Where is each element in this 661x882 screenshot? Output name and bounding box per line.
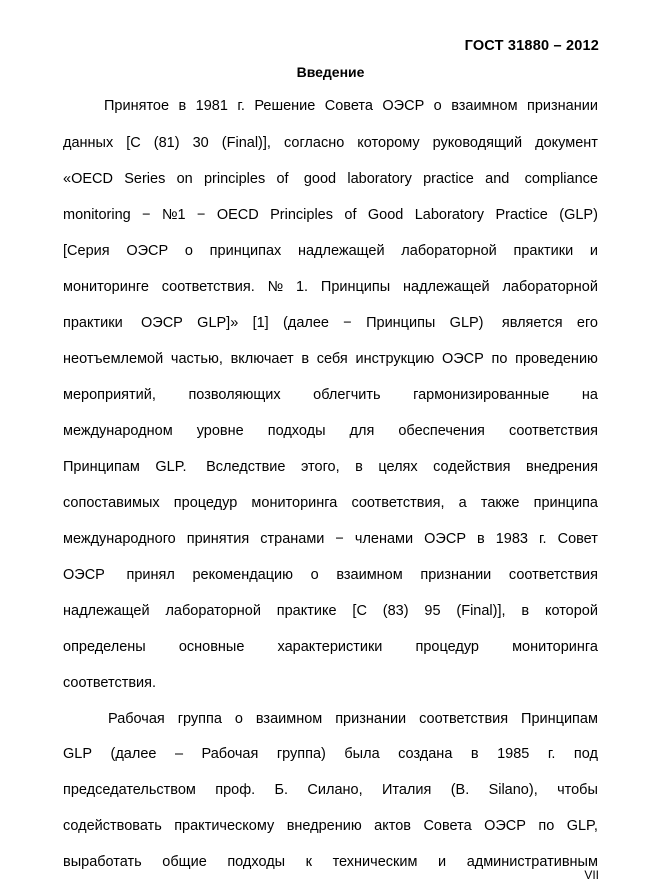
word: г. [547, 746, 556, 762]
word: of [344, 207, 357, 223]
word: 95 [424, 603, 441, 619]
word: соответствия, [351, 495, 445, 511]
word: международном [63, 423, 173, 439]
word: соответствия [419, 711, 509, 727]
word: 1983 [495, 531, 528, 547]
word: ОЭСР [484, 818, 526, 834]
word: Совета [324, 98, 373, 114]
word: GLP. [155, 459, 187, 475]
word: практике [276, 603, 337, 619]
word: 1985 [497, 746, 530, 762]
word: г. [237, 98, 245, 114]
word: − [196, 207, 206, 223]
word: себя [316, 351, 348, 367]
word: ОЭСР [126, 243, 169, 259]
word: (Final)], [456, 603, 506, 619]
word: 1. [295, 279, 309, 295]
word: в [301, 351, 310, 367]
text-line [63, 421, 598, 441]
word: уровне [196, 423, 244, 439]
word: в [477, 531, 485, 547]
text-line [63, 385, 598, 405]
word: Принципам [63, 459, 140, 475]
word: признании [527, 98, 598, 114]
word: для [349, 423, 375, 439]
word: соответствия [508, 423, 598, 439]
word: мониторинга [512, 639, 598, 655]
word: чтобы [557, 782, 598, 798]
word: взаимном [336, 567, 403, 583]
text-line [63, 673, 598, 693]
word: Silano), [488, 782, 538, 798]
word: проведению [515, 351, 598, 367]
word: Series [124, 171, 166, 187]
word: мероприятий, [63, 387, 156, 403]
text-line [63, 601, 598, 621]
word: laboratory [347, 171, 412, 187]
word: соответствия [508, 567, 598, 583]
text-line [63, 205, 598, 225]
word: compliance [520, 171, 598, 187]
word: − [142, 207, 151, 223]
text-line [108, 709, 598, 729]
word: (83) [382, 603, 409, 619]
text-line [63, 816, 598, 836]
word: 1981 [195, 98, 228, 114]
word: ОЭСР [136, 315, 183, 331]
word: of [276, 171, 289, 187]
word: – [174, 746, 184, 762]
word: проф. [215, 782, 256, 798]
word: практики [63, 315, 123, 331]
word: создана [398, 746, 453, 762]
word: практики [513, 243, 574, 259]
word: (81) [153, 135, 180, 151]
word: и [438, 854, 447, 870]
word: международного [63, 531, 176, 547]
text-line [63, 637, 598, 657]
word: Принципам [521, 711, 598, 727]
text-line [63, 744, 598, 764]
word: соответствия. [63, 675, 157, 691]
page-number: VII [584, 868, 599, 882]
word: лабораторной [401, 243, 497, 259]
word: №1 [161, 207, 186, 223]
word: Решение [254, 98, 316, 114]
word: [С [352, 603, 367, 619]
word: признании [335, 711, 407, 727]
word: надлежащей [297, 243, 385, 259]
word: о [234, 711, 243, 727]
word: практическому [174, 818, 275, 834]
word: определены [63, 639, 146, 655]
word: Принципы [366, 315, 436, 331]
word: а [458, 495, 467, 511]
word: процедур [415, 639, 479, 655]
word: принципа [533, 495, 598, 511]
word: [Серия [63, 243, 110, 259]
text-line [104, 96, 598, 116]
word: о [433, 98, 442, 114]
word: странами [260, 531, 325, 547]
word: GLP]» [197, 315, 239, 331]
word: practice [423, 171, 474, 187]
document-standard-number: ГОСТ 31880 – 2012 [464, 38, 599, 54]
word: on [176, 171, 193, 187]
word: Practice [495, 207, 548, 223]
word: содействия [433, 459, 511, 475]
text-line [63, 457, 598, 477]
word: административным [466, 854, 598, 870]
word: Вследствие [202, 459, 286, 475]
word: Рабочая [108, 711, 165, 727]
word: (Final)], [221, 135, 271, 151]
word: которому [357, 135, 420, 151]
word: по [491, 351, 508, 367]
word: Б. [274, 782, 289, 798]
word: Рабочая [201, 746, 259, 762]
word: целях [378, 459, 418, 475]
word: процедур [173, 495, 238, 511]
word: Совета [423, 818, 472, 834]
word: выработать [63, 854, 142, 870]
word: актов [374, 818, 411, 834]
word: обеспечения [398, 423, 485, 439]
text-line [63, 277, 598, 297]
text-line [63, 780, 598, 800]
word: группа) [276, 746, 326, 762]
text-line [63, 565, 598, 585]
word: надлежащей [63, 603, 150, 619]
word: (далее [283, 315, 329, 331]
word: о [184, 243, 193, 259]
word: мониторинге [63, 279, 149, 295]
word: соответствия. [161, 279, 255, 295]
word: Good [367, 207, 404, 223]
word: о [310, 567, 319, 583]
word: под [573, 746, 598, 762]
word: [1] [252, 315, 269, 331]
text-line [63, 313, 598, 333]
word: данных [63, 135, 114, 151]
text-line [63, 169, 598, 189]
text-line [63, 349, 598, 369]
word: в [470, 746, 479, 762]
text-line [63, 133, 598, 153]
word: в [521, 603, 530, 619]
word: согласно [283, 135, 345, 151]
word: подходы [267, 423, 326, 439]
word: была [344, 746, 380, 762]
word: Laboratory [414, 207, 485, 223]
word: «OECD [63, 171, 113, 187]
word: (B. [450, 782, 470, 798]
word: [С [126, 135, 141, 151]
word: and [485, 171, 510, 187]
word: является [497, 315, 563, 331]
word: Италия [381, 782, 432, 798]
text-line [63, 852, 598, 872]
word: по [538, 818, 555, 834]
word: GLP) [449, 315, 484, 331]
word: лабораторной [165, 603, 261, 619]
word: (далее [110, 746, 157, 762]
word: Принципы [320, 279, 391, 295]
word: подходы [227, 854, 286, 870]
word: неотъемлемой [63, 351, 164, 367]
word: Principles [270, 207, 333, 223]
word: председательством [63, 782, 196, 798]
word: включает [230, 351, 294, 367]
word: рекомендацию [192, 567, 294, 583]
word: принципах [209, 243, 282, 259]
word: внедрения [525, 459, 598, 475]
word: (GLP) [559, 207, 598, 223]
word: которой [544, 603, 598, 619]
word: его [576, 315, 598, 331]
word: взаимном [255, 711, 323, 727]
word: мониторинга [251, 495, 338, 511]
word: ОЭСР [382, 98, 425, 114]
word: ОЭСР [63, 567, 105, 583]
word: ОЭСР [424, 531, 466, 547]
word: внедрению [286, 818, 362, 834]
word: г. [539, 531, 547, 547]
word: инструкцию [355, 351, 435, 367]
word: документ [535, 135, 598, 151]
text-line [63, 241, 598, 261]
word: − [335, 531, 344, 547]
word: GLP, [566, 818, 598, 834]
word: группа [177, 711, 222, 727]
word: основные [178, 639, 245, 655]
word: в [178, 98, 187, 114]
text-line [63, 493, 598, 513]
word: в [355, 459, 363, 475]
word: принял [122, 567, 175, 583]
word: руководящий [432, 135, 523, 151]
word: характеристики [277, 639, 383, 655]
word: Силано, [307, 782, 363, 798]
word: № [267, 279, 284, 295]
word: monitoring [63, 207, 131, 223]
word: принятия [186, 531, 250, 547]
word: облегчить [313, 387, 381, 403]
word: техническим [332, 854, 418, 870]
word: на [581, 387, 598, 403]
word: Принятое [104, 98, 170, 114]
word: к [305, 854, 313, 870]
word: ОЭСР [441, 351, 484, 367]
section-title: Введение [296, 64, 365, 80]
word: признании [420, 567, 492, 583]
word: взаимном [451, 98, 518, 114]
word: этого, [300, 459, 340, 475]
word: good [299, 171, 337, 187]
word: и [589, 243, 598, 259]
word: principles [203, 171, 266, 187]
word: также [480, 495, 520, 511]
word: гармонизированные [413, 387, 550, 403]
word: общие [162, 854, 207, 870]
word: 30 [192, 135, 209, 151]
word: OECD [216, 207, 259, 223]
text-line [63, 529, 598, 549]
word: Совет [557, 531, 598, 547]
word: надлежащей [403, 279, 490, 295]
word: лабораторной [502, 279, 598, 295]
word: GLP [63, 746, 93, 762]
word: содействовать [63, 818, 162, 834]
word: частью, [170, 351, 223, 367]
word: членами [354, 531, 414, 547]
word: сопоставимых [63, 495, 160, 511]
word: позволяющих [188, 387, 281, 403]
word: − [343, 315, 352, 331]
